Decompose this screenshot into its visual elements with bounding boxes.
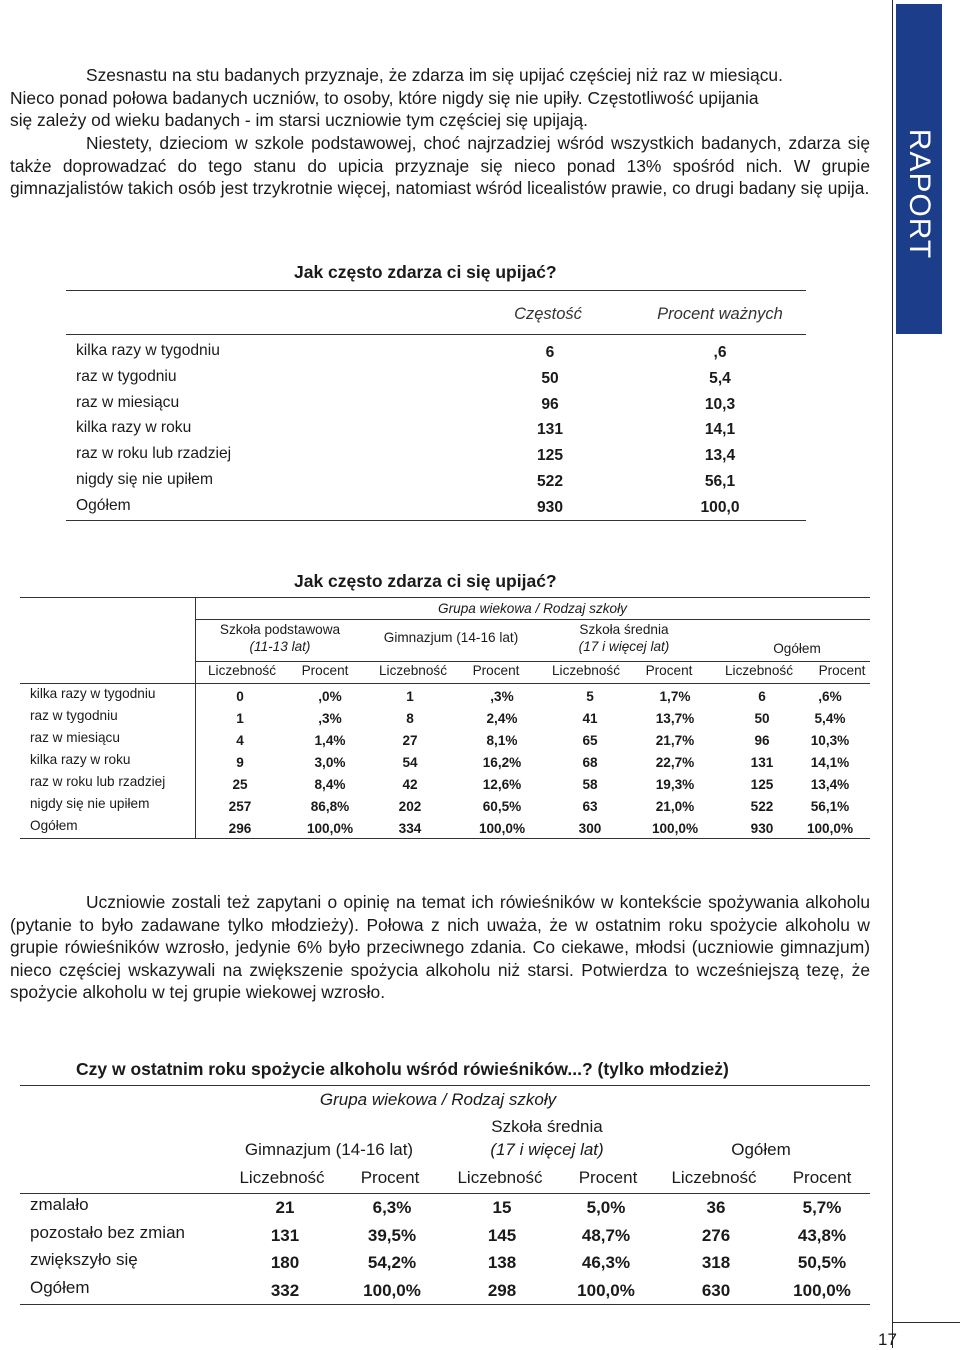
table-2-cell: 296 [228,821,252,836]
table-2-cell: 0 [236,689,244,704]
table-1-cell-frequency: 96 [541,396,559,413]
page-number: 17 [878,1330,897,1349]
table-1-row-label: raz w miesiącu [76,394,180,411]
table-2-subheader-count: Liczebność [551,663,620,678]
table-3-group-header: Grupa wiekowa / Rodzaj szkoły [319,1090,557,1109]
table-2-cell: 10,3% [810,733,850,748]
table-3-cell: 50,5% [797,1253,847,1272]
table-2-cell: 9 [236,755,244,770]
raport-tab-label: RAPORT [903,128,936,260]
table-3-cell: 298 [487,1281,517,1300]
table-3-cell: 332 [270,1281,300,1300]
table-2-cell: 42 [402,777,418,792]
table-2-cell: 68 [582,755,598,770]
table-3-cell: 54,2% [367,1253,417,1272]
intro-paragraph-1 [10,64,870,132]
table-2-cell: 100,0% [651,821,699,836]
table-2-cell: 50 [754,711,770,726]
table-1-top-rule [66,290,806,291]
table-2-cell: 125 [750,777,774,792]
table-1-title: Jak często zdarza ci się upijać? [294,262,557,282]
table-2-cell: ,3% [490,689,514,704]
table-2-cell: 12,6% [482,777,522,792]
table-1-row-label: Ogółem [76,497,131,514]
intro-paragraph-2: Niestety, dzieciom w szkole podstawowej, choć najrzadziej wśród wszystkich badanych, zdarza się także doprowadzać do tego stanu do upicia przyznaje się nieco ponad 13% spośród nich. W grupie gimnazjalistów takich osób jest trzykrotnie więcej, natomiast wśród licealistów prawie, co drugi badany się upija. [10,133,870,198]
table-2-cell: 4 [236,733,244,748]
table-3-cell: 276 [701,1226,731,1245]
table-2-cell: 14,1% [810,755,850,770]
table-2-group-sublabel: (17 i więcej lat) [578,639,670,654]
table-2-label-divider [195,598,196,838]
table-2-subheader-count: Liczebność [207,663,276,678]
table-1-cell-percent: ,6 [713,344,727,361]
table-2-cell: 1,7% [659,689,691,704]
table-2-header-rule [20,683,870,684]
table-2-cell: 25 [232,777,248,792]
table-1-cell-frequency: 50 [541,370,559,387]
table-2-group-label: Szkoła podstawowa [219,622,341,637]
table-2-title: Jak często zdarza ci się upijać? [294,571,557,591]
table-3-cell: 43,8% [797,1226,847,1245]
table-3-bottom-rule [20,1304,870,1305]
table-2-group-header: Grupa wiekowa / Rodzaj szkoły [438,601,627,616]
table-2-cell: ,3% [318,711,342,726]
table-3-cell: 145 [487,1226,517,1245]
table-3-cell: 180 [270,1253,300,1272]
table-1-row-label: kilka razy w tygodniu [76,342,220,359]
table-1-cell-frequency: 522 [536,473,564,490]
table-2-cell: 16,2% [482,755,522,770]
table-1-cell-frequency: 125 [536,447,564,464]
table-2-cell: 100,0% [806,821,854,836]
table-2-row-label: raz w roku lub rzadziej [30,774,166,789]
table-1-cell-percent: 14,1 [704,421,736,438]
table-2-subheader-percent: Procent [645,663,693,678]
table-2-cell: 6 [758,689,766,704]
table-2-cell: 58 [582,777,598,792]
table-1-cell-percent: 10,3 [704,396,736,413]
table-2-cell: 21,7% [655,733,695,748]
table-2-row-label: Ogółem [30,818,78,833]
table-2-cell: 56,1% [810,799,850,814]
table-2-group-sublabel: (11-13 lat) [249,639,311,654]
table-3-cell: 21 [275,1198,295,1217]
table-2-bottom-rule [20,838,870,839]
table-3-cell: 100,0% [793,1281,851,1300]
table-2-cell: 202 [398,799,422,814]
table-1-cell-frequency: 131 [536,421,564,438]
table-2-cell: 22,7% [655,755,695,770]
table-2-cell: 3,0% [314,755,346,770]
table-2-cell: 1 [236,711,244,726]
table-3-cell: 100,0% [363,1281,421,1300]
table-3-subheader-count: Liczebność [457,1168,543,1187]
table-2-cell: 60,5% [482,799,522,814]
table-3-top-rule [20,1085,870,1086]
table-3-cell: 630 [701,1281,731,1300]
table-2-cell: ,6% [818,689,842,704]
table-2-group-rule [195,619,870,620]
table-2-cell: 5 [586,689,594,704]
table-3-cell: 6,3% [372,1198,412,1217]
table-1-row-label: kilka razy w roku [76,419,192,436]
table-2-cell: 41 [582,711,598,726]
table-2-group-label: Gimnazjum (14-16 lat) [383,630,519,645]
table-3-header-rule [20,1193,870,1194]
table-2-cell: 54 [402,755,418,770]
table-3-group-sublabel: (17 i więcej lat) [490,1140,604,1159]
table-3-cell: 100,0% [577,1281,635,1300]
table-1-row-label: raz w tygodniu [76,368,177,385]
table-3-cell: 39,5% [367,1226,417,1245]
table-3-subheader-percent: Procent [578,1168,638,1187]
table-2-cell: 27 [402,733,418,748]
table-2-subheader-percent: Procent [472,663,520,678]
table-2-subheader-percent: Procent [818,663,866,678]
table-3-title: Czy w ostatnim roku spożycie alkoholu wśród rówieśników...? (tylko młodzież) [76,1059,729,1079]
table-2-group-label: Szkoła średnia [579,622,669,637]
table-2-cell: 96 [754,733,770,748]
table-3-subheader-count: Liczebność [239,1168,325,1187]
table-2-cell: 300 [578,821,602,836]
table-2-cell: 100,0% [306,821,354,836]
table-2-row-label: kilka razy w roku [30,752,131,767]
table-2-subheader-rule [195,661,870,662]
table-2-cell: 2,4% [486,711,518,726]
intro-line-3: się zależy od wieku badanych - im starsi uczniowie tym częściej się upijają. [10,110,588,130]
page-frame-bottom [893,1322,960,1323]
table-3-subheader-count: Liczebność [671,1168,757,1187]
table-2-cell: 13,7% [655,711,695,726]
table-2-cell: 100,0% [478,821,526,836]
table-2-cell: 8,4% [314,777,346,792]
table-2-row-label: raz w miesiącu [30,730,120,745]
table-3-cell: 46,3% [581,1253,631,1272]
table-2-cell: 334 [398,821,422,836]
table-3-row-label: Ogółem [30,1278,90,1297]
table-1-header-rule [66,334,806,335]
table-1-cell-percent: 100,0 [700,499,740,516]
table-3-cell: 131 [270,1226,300,1245]
table-1-cell-percent: 13,4 [704,447,736,464]
table-1-row-label: nigdy się nie upiłem [76,471,213,488]
table-3-cell: 138 [487,1253,517,1272]
outro-paragraph: Uczniowie zostali też zapytani o opinię na temat ich rówieśników w kontekście spożywania alkoholu (pytanie to było zadawane tylko młodzieży). Połowa z nich uważa, że w ostatnim roku spożycie alkoholu w grupie rówieśników wzrosło, jedynie 6% było przeciwnego zdania. Co ciekawe, młodsi (uczniowie gimnazjum) nieco częściej wskazywali na zwiększenie spożycia alkoholu niż starsi. Potwierdza to wcześniejszą tezę, że spożycie alkoholu w tej grupie wiekowej wzrosło. [10,892,870,1002]
table-1-header-percent: Procent ważnych [657,305,783,323]
table-2-cell: 19,3% [655,777,695,792]
table-3-cell: 5,7% [802,1198,842,1217]
table-2-top-rule [20,597,870,598]
table-2-cell: 930 [750,821,774,836]
table-2-cell: 21,0% [655,799,695,814]
table-2-group-label: Ogółem [773,641,821,656]
table-2-row-label: kilka razy w tygodniu [30,686,156,701]
table-1-header-frequency: Częstość [514,305,582,323]
table-3-cell: 36 [706,1198,726,1217]
table-3-group-label: Szkoła średnia [491,1117,603,1136]
table-2-cell: 13,4% [810,777,850,792]
raport-tab [896,4,942,334]
table-1-cell-percent: 56,1 [704,473,736,490]
table-3-cell: 5,0% [586,1198,626,1217]
table-2-cell: 63 [582,799,598,814]
table-2-cell: 131 [750,755,774,770]
table-1-cell-percent: 5,4 [709,370,731,387]
intro-line-2: Nieco ponad połowa badanych uczniów, to osoby, które nigdy się nie upiły. Częstotliwość upijania [10,87,759,108]
table-3-row-label: zmalało [30,1195,89,1214]
table-2-cell: 86,8% [310,799,350,814]
table-3-subheader-percent: Procent [360,1168,420,1187]
table-2-row-label: raz w tygodniu [30,708,118,723]
table-2-cell: 65 [582,733,598,748]
table-1-cell-frequency: 930 [536,499,564,516]
table-2-subheader-percent: Procent [301,663,349,678]
page-frame-line [892,0,893,1348]
table-3-cell: 15 [492,1198,512,1217]
table-3-group-label: Gimnazjum (14-16 lat) [244,1140,414,1159]
table-2-cell: 8 [406,711,414,726]
table-2-cell: 8,1% [486,733,518,748]
table-2-row-label: nigdy się nie upiłem [30,796,150,811]
table-3-cell: 318 [701,1253,731,1272]
table-1-bottom-rule [66,520,806,521]
table-2-cell: 257 [228,799,252,814]
table-3-subheader-percent: Procent [792,1168,852,1187]
table-1-row-label: raz w roku lub rzadziej [76,445,232,462]
intro-line-1: Szesnastu na stu badanych przyznaje, że zdarza im się upijać częściej niż raz w miesiącu. [86,65,783,85]
table-3-group-label: Ogółem [731,1140,791,1159]
table-2-cell: 5,4% [814,711,846,726]
table-3-cell: 48,7% [581,1226,631,1245]
table-2-cell: 1 [406,689,414,704]
table-1-cell-frequency: 6 [545,344,555,361]
table-3-row-label: pozostało bez zmian [30,1223,185,1242]
table-2-cell: ,0% [318,689,342,704]
table-2-cell: 1,4% [314,733,346,748]
table-2-cell: 522 [750,799,774,814]
table-3-row-label: zwiększyło się [30,1250,138,1269]
table-2-subheader-count: Liczebność [378,663,447,678]
table-2-subheader-count: Liczebność [724,663,793,678]
